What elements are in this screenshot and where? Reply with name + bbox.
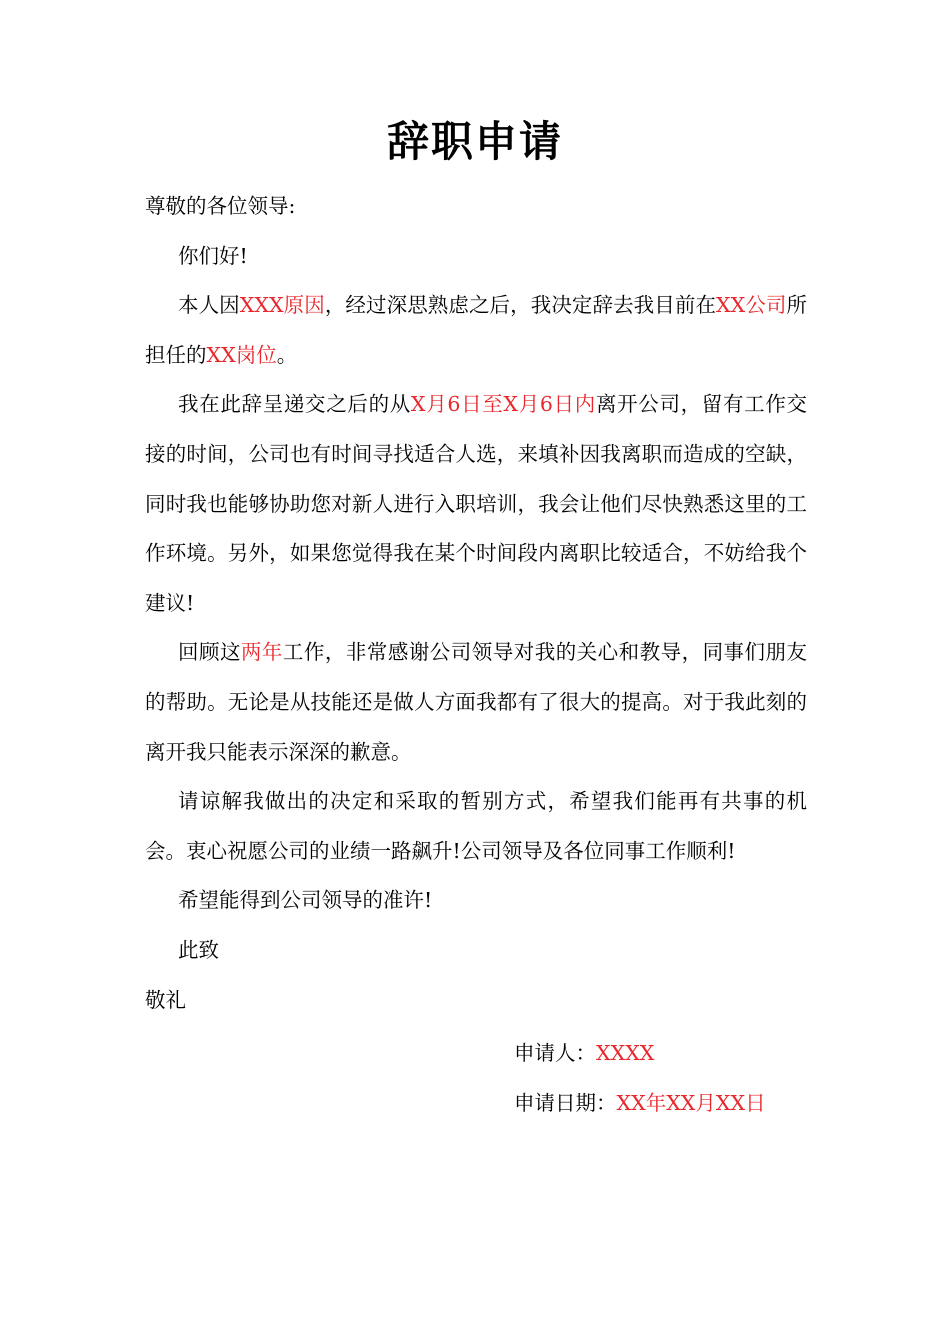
placeholder-company: XX公司 bbox=[716, 293, 787, 318]
wishes-paragraph: 请谅解我做出的决定和采取的暂别方式，希望我们能再有共事的机会。衷心祝愿公司的业绩一路飙升!公司领导及各位同事工作顺利! bbox=[145, 789, 807, 863]
placeholder-position: XX岗位 bbox=[206, 342, 277, 367]
closing-jing-li: 敬礼 bbox=[145, 987, 186, 1012]
applicant-label: 申请人： bbox=[514, 1041, 596, 1065]
date-line bbox=[514, 1078, 766, 1128]
placeholder-reason: XXX原因 bbox=[239, 293, 325, 318]
gratitude-paragraph bbox=[145, 628, 807, 777]
text-segment: 回顾这 bbox=[178, 640, 241, 665]
approval-paragraph: 希望能得到公司领导的准许! bbox=[178, 888, 433, 913]
placeholder-duration: 两年 bbox=[240, 640, 283, 665]
signature-block bbox=[514, 1028, 766, 1128]
greeting: 你们好! bbox=[178, 243, 248, 268]
text-segment: 工作，非常感谢公司领导对我的关心和教导，同事们朋友的帮助。无论是从技能还是做人方面我都有了很大的提高。对于我此刻的离开我只能表示深深的歉意。 bbox=[145, 640, 808, 764]
text-segment: ，经过深思熟虑之后，我决定辞去我目前在 bbox=[324, 293, 717, 318]
text-segment: 。 bbox=[276, 342, 298, 367]
text-segment: 离开公司，留有工作交接的时间，公司也有时间寻找适合人选，来填补因我离职而造成的空缺，同时我也能够协助您对新人进行入职培训，我会让他们尽快熟悉这里的工作环境。另外，如果您觉得我在某个时间段内离职比较适合，不妨给我个建议! bbox=[145, 392, 808, 615]
placeholder-date-range: X月6日至X月6日内 bbox=[410, 392, 596, 417]
text-segment: 我在此辞呈递交之后的从 bbox=[178, 392, 411, 417]
date-value: XX年XX月XX日 bbox=[616, 1091, 766, 1115]
text-segment: 所担任的 bbox=[145, 293, 808, 367]
date-label: 申请日期： bbox=[514, 1091, 617, 1115]
salutation: 尊敬的各位领导: bbox=[145, 194, 296, 218]
text-segment: 本人因 bbox=[178, 293, 240, 318]
handover-paragraph bbox=[145, 380, 807, 628]
closing-ci-zhi: 此致 bbox=[178, 937, 219, 962]
document-title: 辞职申请 bbox=[386, 117, 563, 166]
letter-body bbox=[145, 182, 807, 1025]
applicant-value: XXXX bbox=[596, 1041, 655, 1065]
reason-paragraph bbox=[145, 281, 807, 380]
applicant-line bbox=[514, 1028, 766, 1078]
